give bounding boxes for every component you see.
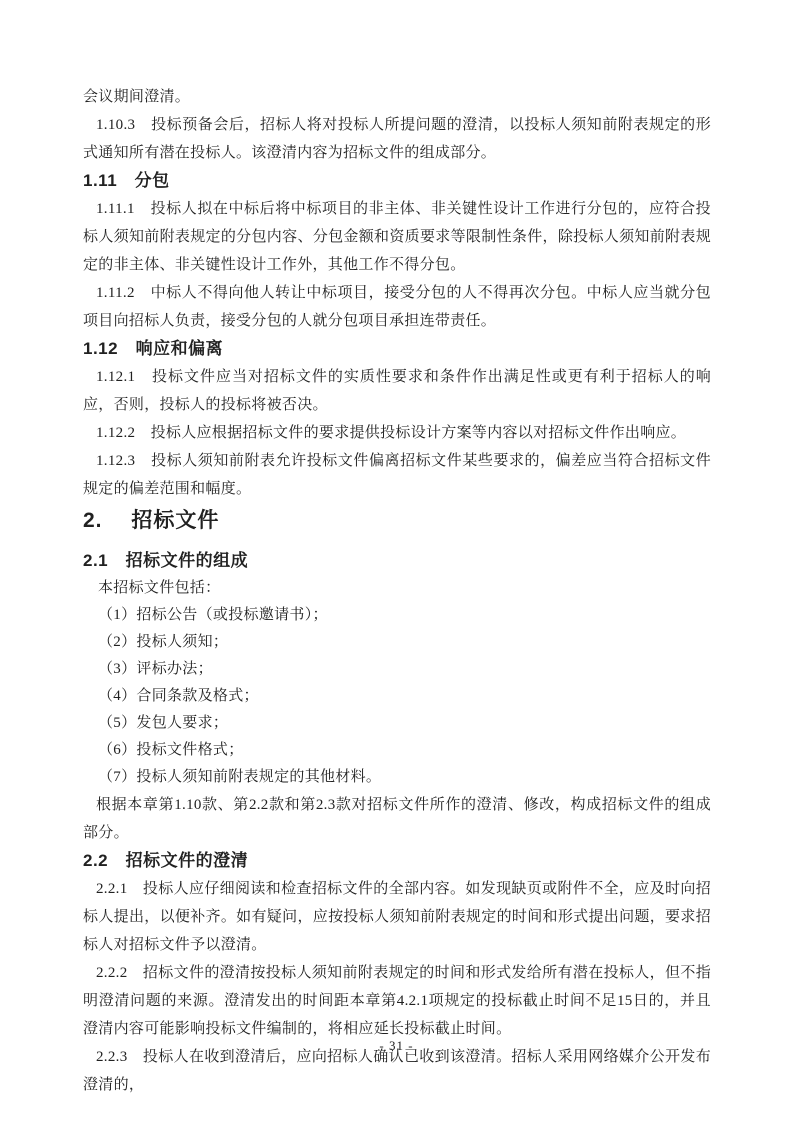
- section-heading: 1.12 响应和偏离: [83, 339, 224, 358]
- paragraph: 1.12.1 投标文件应当对招标文件的实质性要求和条件作出满足性或更有利于招标人的响应，否则，投标人的投标将被否决。: [83, 369, 711, 413]
- page-footer: [0, 1038, 793, 1054]
- paragraph: 1.12.2 投标人应根据招标文件的要求提供投标设计方案等内容以对招标文件作出响应。: [96, 425, 687, 441]
- chapter-heading: 2. 招标文件: [83, 509, 220, 532]
- paragraph: 2.2.1 投标人应仔细阅读和检查招标文件的全部内容。如发现缺页或附件不全，应及时向招标人提出，以便补齐。如有疑问，应按投标人须知前附表规定的时间和形式提出问题，要求招标人对招标文件予以澄清。: [83, 881, 711, 953]
- document-content: [83, 83, 711, 1099]
- page-number: - 31 -: [379, 1038, 414, 1053]
- section-heading: 2.1 招标文件的组成: [83, 551, 249, 570]
- section-heading: 1.11 分包: [83, 171, 170, 190]
- paragraph: 根据本章第1.10款、第2.2款和第2.3款对招标文件所作的澄清、修改，构成招标文件的组成部分。: [83, 797, 711, 841]
- list-item: （4）合同条款及格式；: [98, 688, 259, 704]
- paragraph: 1.11.1 投标人拟在中标后将中标项目的非主体、非关键性设计工作进行分包的，应符合投标人须知前附表规定的分包内容、分包金额和资质要求等限制性条件，除投标人须知前附表规定的非主体、非关键性设计工作外，其他工作不得分包。: [83, 201, 711, 273]
- paragraph-continuation: 会议期间澄清。: [83, 89, 191, 105]
- section-heading: 2.2 招标文件的澄清: [83, 851, 249, 870]
- list-item: （6）投标文件格式；: [98, 742, 244, 758]
- list-item: （5）发包人要求；: [98, 715, 229, 731]
- paragraph: 1.10.3 投标预备会后，招标人将对投标人所提问题的澄清，以投标人须知前附表规定的形式通知所有潜在投标人。该澄清内容为招标文件的组成部分。: [83, 117, 711, 161]
- list-item: （7）投标人须知前附表规定的其他材料。: [98, 769, 382, 785]
- list-item: （3）评标办法；: [98, 661, 213, 677]
- list-item: （1）招标公告（或投标邀请书）；: [98, 607, 328, 623]
- paragraph: 1.12.3 投标人须知前附表允许投标文件偏离招标文件某些要求的，偏差应当符合招标文件规定的偏差范围和幅度。: [83, 453, 711, 497]
- paragraph: 2.2.3 投标人在收到澄清后，应向招标人确认已收到该澄清。招标人采用网络媒介公开发布澄清的，: [83, 1049, 711, 1093]
- paragraph: 1.11.2 中标人不得向他人转让中标项目，接受分包的人不得再次分包。中标人应当就分包项目向招标人负责，接受分包的人就分包项目承担连带责任。: [83, 285, 711, 329]
- paragraph: 2.2.2 招标文件的澄清按投标人须知前附表规定的时间和形式发给所有潜在投标人，但不指明澄清问题的来源。澄清发出的时间距本章第4.2.1项规定的投标截止时间不足15日的，并且澄清内容可能影响投标文件编制的，将相应延长投标截止时间。: [83, 965, 711, 1037]
- list-item: （2）投标人须知；: [98, 634, 229, 650]
- list-item: 本招标文件包括：: [98, 580, 221, 596]
